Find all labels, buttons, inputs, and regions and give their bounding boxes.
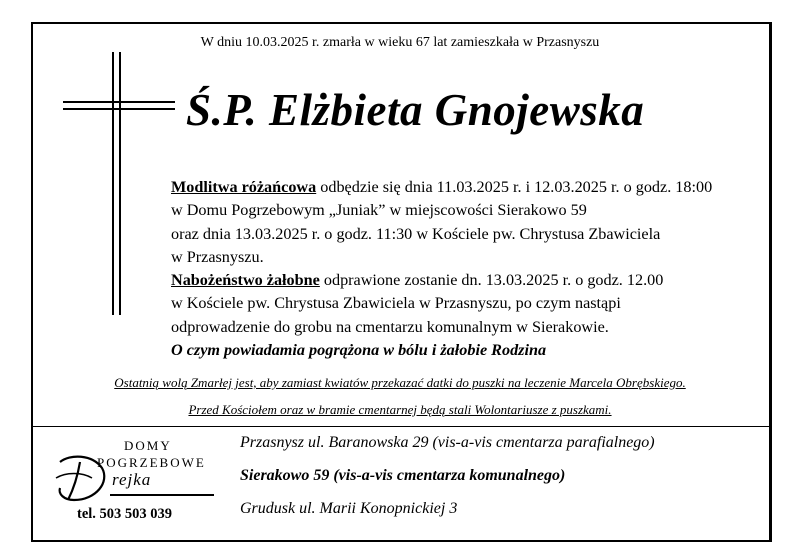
logo-script: rejka xyxy=(112,470,152,489)
funeral-label: Nabożeństwo żałobne xyxy=(171,271,320,290)
funeral-text: odprawione zostanie dn. 13.03.2025 r. o godz. 12.00 xyxy=(319,271,664,290)
detail-line: w Przasnyszu. xyxy=(171,247,264,266)
closing-line: O czym powiadamia pogrążona w bólu i żałobie Rodzina xyxy=(171,341,547,360)
detail-line: odprowadzenie do grobu na cmentarzu komunalnym w Sierakowie. xyxy=(171,317,609,336)
donation-note: Ostatnią wolą Zmarłej jest, aby zamiast kwiatów przekazać datki do puszki na leczenie Marcela Obrębskiego. xyxy=(114,375,686,390)
deceased-name: Ś.P. Elżbieta Gnojewska xyxy=(186,85,645,135)
volunteers-note: Przed Kościołem oraz w bramie cmentarnej będą stali Wolontariusze z puszkami. xyxy=(188,402,612,417)
address-grudusk: Grudusk ul. Marii Konopnickiej 3 xyxy=(240,500,458,517)
cross-icon-bar xyxy=(63,108,175,110)
detail-line: w Kościele pw. Chrystusa Zbawiciela w Przasnyszu, po czym nastąpi xyxy=(171,294,621,313)
logo-word-top: DOMY xyxy=(124,438,172,453)
cross-icon-line xyxy=(119,52,121,315)
ceremony-details xyxy=(171,176,751,362)
rosary-text: odbędzie się dnia 11.03.2025 r. i 12.03.2025 r. o godz. 18:00 xyxy=(316,178,713,196)
footer-divider xyxy=(33,426,769,427)
intro-text: W dniu 10.03.2025 r. zmarła w wieku 67 lat zamieszkała w Przasnyszu xyxy=(200,35,600,50)
detail-line: w Domu Pogrzebowym „Juniak” w miejscowości Sierakowo 59 xyxy=(171,201,587,220)
rosary-line xyxy=(171,176,751,199)
funeral-home-logo xyxy=(52,438,222,508)
logo-word-mid: POGRZEBOWE xyxy=(97,455,206,470)
phone-number: tel. 503 503 039 xyxy=(77,506,173,522)
funeral-line xyxy=(171,269,751,292)
address-sierakowo: Sierakowo 59 (vis-a-vis cmentarza komunalnego) xyxy=(240,467,566,484)
detail-line: oraz dnia 13.03.2025 r. o godz. 11:30 w Kościele pw. Chrystusa Zbawiciela xyxy=(171,224,661,243)
cross-icon-bar xyxy=(63,101,175,103)
cross-icon xyxy=(112,52,114,315)
address-przasnysz: Przasnysz ul. Baranowska 29 (vis-a-vis cmentarza parafialnego) xyxy=(240,434,655,451)
rosary-label: Modlitwa różańcowa xyxy=(171,178,317,196)
logo-underline xyxy=(110,494,214,496)
